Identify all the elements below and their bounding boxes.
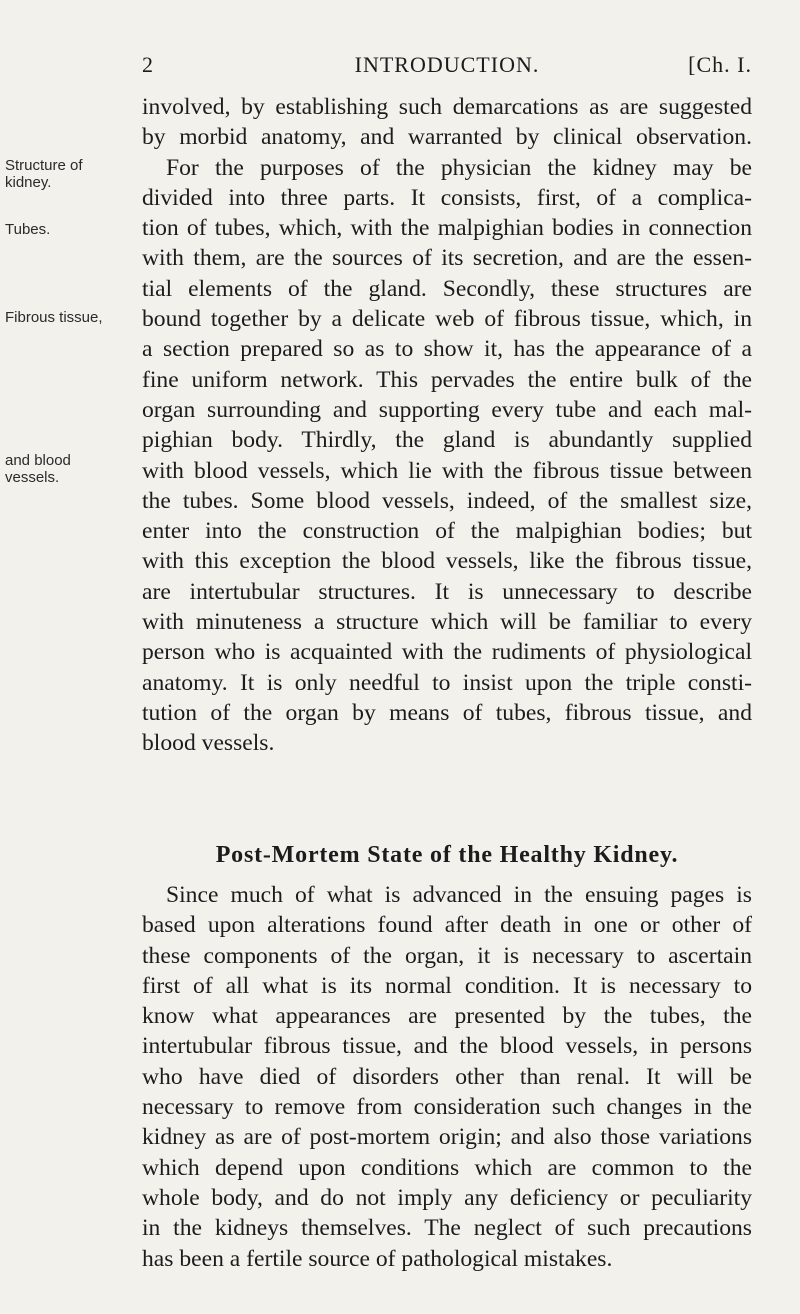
text-line: kidney as are of post-mortem origin; and also those variations <box>142 1124 752 1151</box>
margin-note-tubes: Tubes. <box>5 221 51 238</box>
paragraph-intro <box>142 92 752 759</box>
text-line: anatomy. It is only needful to insist upon the triple consti- <box>142 669 752 696</box>
text-line: tial elements of the gland. Secondly, these structures are <box>142 275 752 302</box>
page-number: 2 <box>142 52 154 77</box>
text-line: organ surrounding and supporting every tube and each mal- <box>142 396 752 423</box>
text-line: fine uniform network. This pervades the entire bulk of the <box>142 366 752 393</box>
text-line: involved, by establishing such demarcations as are suggested <box>142 94 752 120</box>
text-line: blood vessels. <box>142 730 275 757</box>
text-line: with minuteness a structure which will be familiar to every <box>142 609 752 636</box>
text-line: with this exception the blood vessels, like the fibrous tissue, <box>142 548 752 575</box>
text-line: by morbid anatomy, and warranted by clinical observation. <box>142 124 752 151</box>
text-line: divided into three parts. It consists, first, of a complica- <box>142 184 752 211</box>
text-line: know what appearances are presented by the tubes, the <box>142 1003 752 1030</box>
text-line: tion of tubes, which, with the malpighian bodies in connection <box>142 215 752 242</box>
margin-note-structure: Structure of kidney. <box>5 157 83 191</box>
text-line: which depend upon conditions which are common to the <box>142 1154 752 1181</box>
text-line: enter into the construction of the malpighian bodies; but <box>142 518 752 545</box>
text-line: these components of the organ, it is necessary to ascertain <box>142 942 752 969</box>
text-line: with them, are the sources of its secretion, and are the essen- <box>142 245 752 272</box>
margin-note-vessels: and blood vessels. <box>5 452 71 486</box>
text-line: tution of the organ by means of tubes, fibrous tissue, and <box>142 699 752 726</box>
text-line: the tubes. Some blood vessels, indeed, of the smallest size, <box>142 487 752 514</box>
margin-note-fibrous: Fibrous tissue, <box>5 309 103 326</box>
text-line: Since much of what is advanced in the ensuing pages is <box>166 882 752 908</box>
section-heading: Post-Mortem State of the Healthy Kidney. <box>215 842 679 868</box>
text-line: in the kidneys themselves. The neglect of such precautions <box>142 1215 752 1242</box>
running-title: INTRODUCTION. <box>354 52 540 77</box>
text-line: first of all what is its normal condition. It is necessary to <box>142 972 752 999</box>
text-line: bound together by a delicate web of fibrous tissue, which, in <box>142 306 752 333</box>
chapter-label: [Ch. I. <box>688 52 752 77</box>
text-line: intertubular fibrous tissue, and the blood vessels, in persons <box>142 1033 752 1060</box>
text-line: necessary to remove from consideration such changes in the <box>142 1094 752 1121</box>
text-line: with blood vessels, which lie with the fibrous tissue between <box>142 457 752 484</box>
text-line: a section prepared so as to show it, has the appearance of a <box>142 336 752 363</box>
text-line: whole body, and do not imply any deficiency or peculiarity <box>142 1184 752 1211</box>
text-line: For the purposes of the physician the kidney may be <box>166 154 752 181</box>
text-line: person who is acquainted with the rudiments of physiological <box>142 639 752 666</box>
text-line: pighian body. Thirdly, the gland is abundantly supplied <box>142 427 752 454</box>
running-header <box>142 52 752 88</box>
text-line: are intertubular structures. It is unnecessary to describe <box>142 578 752 605</box>
text-line: has been a fertile source of pathological mistakes. <box>142 1245 613 1272</box>
text-line: who have died of disorders other than renal. It will be <box>142 1063 752 1090</box>
paragraph-post-mortem <box>142 880 752 1274</box>
text-line: based upon alterations found after death in one or other of <box>142 912 752 939</box>
